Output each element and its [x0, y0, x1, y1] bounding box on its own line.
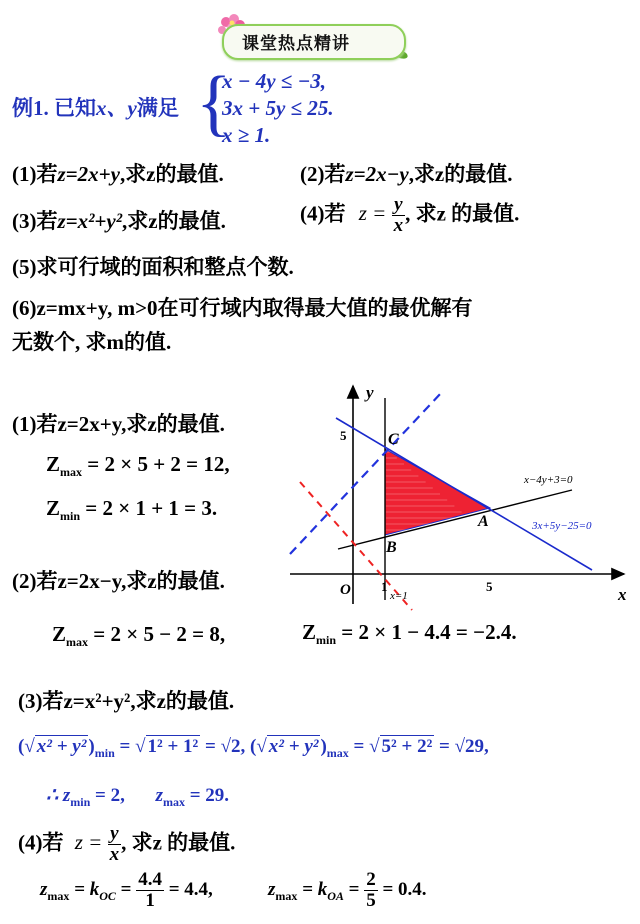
section-banner: [212, 12, 408, 62]
banner-title: 课堂热点精讲: [242, 34, 350, 54]
solution-2-zmax: $Z_{max} = 2 \times 5 - 2 = 8$,: [52, 622, 226, 649]
line-x-4y-3-label: x−4y+3=0: [524, 474, 573, 486]
question-1: (1)若z=2x+y,求z的最值.: [12, 162, 224, 186]
x-tick-1: 1: [381, 579, 388, 594]
question-6-line-1: (6)z=mx+y, m>0在可行域内取得最大值的最优解有: [12, 296, 473, 320]
solution-2-zmin: $Z_{min} = 2 \times 1 - 4.4 = -2.4$.: [302, 620, 517, 647]
solution-4-result-oa: $z_{max} = k_{OA}$ = $\frac{2}{5}$ = 0.4.: [268, 869, 427, 911]
point-a-label: A: [478, 513, 489, 530]
question-3: (3)若z=x²+y²,求z的最值.: [12, 209, 226, 233]
solution-2-heading: (2)若z=2x−y,求z的最值.: [12, 569, 225, 593]
solution-4-result-oc: $z_{max} = k_{OC}$ = $\frac{4.4}{1}$ = 4.4,: [40, 869, 213, 911]
question-4-fraction: $\frac{y}{x}$: [393, 194, 404, 236]
point-c-label: C: [388, 431, 399, 448]
example-vars: x、y: [96, 96, 137, 120]
constraint-system: [222, 68, 334, 149]
question-5: (5)求可行域的面积和整点个数.: [12, 255, 294, 279]
solution-1-zmin: $Z_{min} = 2 \times 1 + 1 = 3$.: [46, 496, 218, 523]
question-6-line-2: 无数个, 求m的值.: [12, 330, 172, 354]
question-2: (2)若z=2x−y,求z的最值.: [300, 162, 513, 186]
feasible-region-graph: [280, 378, 636, 614]
solution-3-heading: (3)若z=x²+y²,求z的最值.: [18, 689, 235, 713]
origin-label: O: [340, 582, 351, 598]
constraint-2: 3x + 5y ≤ 25.: [222, 96, 334, 120]
solution-1-zmax: $Z_{max} = 2 \times 5 + 2 = 12$,: [46, 452, 230, 479]
y-axis-label: y: [366, 383, 374, 402]
solution-4-fraction-oa: $\frac{2}{5}$: [366, 869, 376, 911]
solution-4-heading: (4)若 z = $\frac{y}{x}$ , 求z 的最值.: [18, 823, 236, 865]
example-label: 例1.: [12, 96, 49, 120]
example-satisfy: 满足: [136, 96, 179, 120]
question-4: (4)若 z = $\frac{y}{x}$ , 求z 的最值.: [300, 194, 520, 236]
point-b-label: B: [386, 539, 397, 556]
y-tick-5: 5: [340, 428, 347, 443]
solution-4-heading-fraction: $\frac{y}{x}$: [109, 823, 120, 865]
constraint-brace: {: [196, 62, 232, 144]
feasible-region: [385, 449, 490, 535]
solution-1-heading: (1)若z=2x+y,求z的最值.: [12, 412, 225, 436]
x-axis-label: x: [618, 585, 627, 604]
x-tick-5: 5: [486, 579, 493, 594]
solution-3-line-1: (√ x² + y² )$_{min}$ = √ 1² + 1² = √2, (√ x² + y² )$_{max}$ = √ 5² + 2² = √29,: [18, 736, 489, 760]
solution-4-fraction-oc: $\frac{4.4}{1}$: [138, 869, 162, 911]
line-x-equals-1-label: x=1: [390, 590, 408, 602]
example-intro: [12, 92, 179, 122]
solution-3-line-2: ∴ $z_{min} = 2$, $z_{max} = 29$.: [46, 785, 230, 809]
constraint-1: x − 4y ≤ −3,: [222, 69, 327, 93]
line-3x-5y-25-label: 3x+5y−25=0: [532, 520, 592, 532]
constraint-3: x ≥ 1.: [222, 123, 271, 147]
example-given: 已知: [54, 96, 96, 120]
